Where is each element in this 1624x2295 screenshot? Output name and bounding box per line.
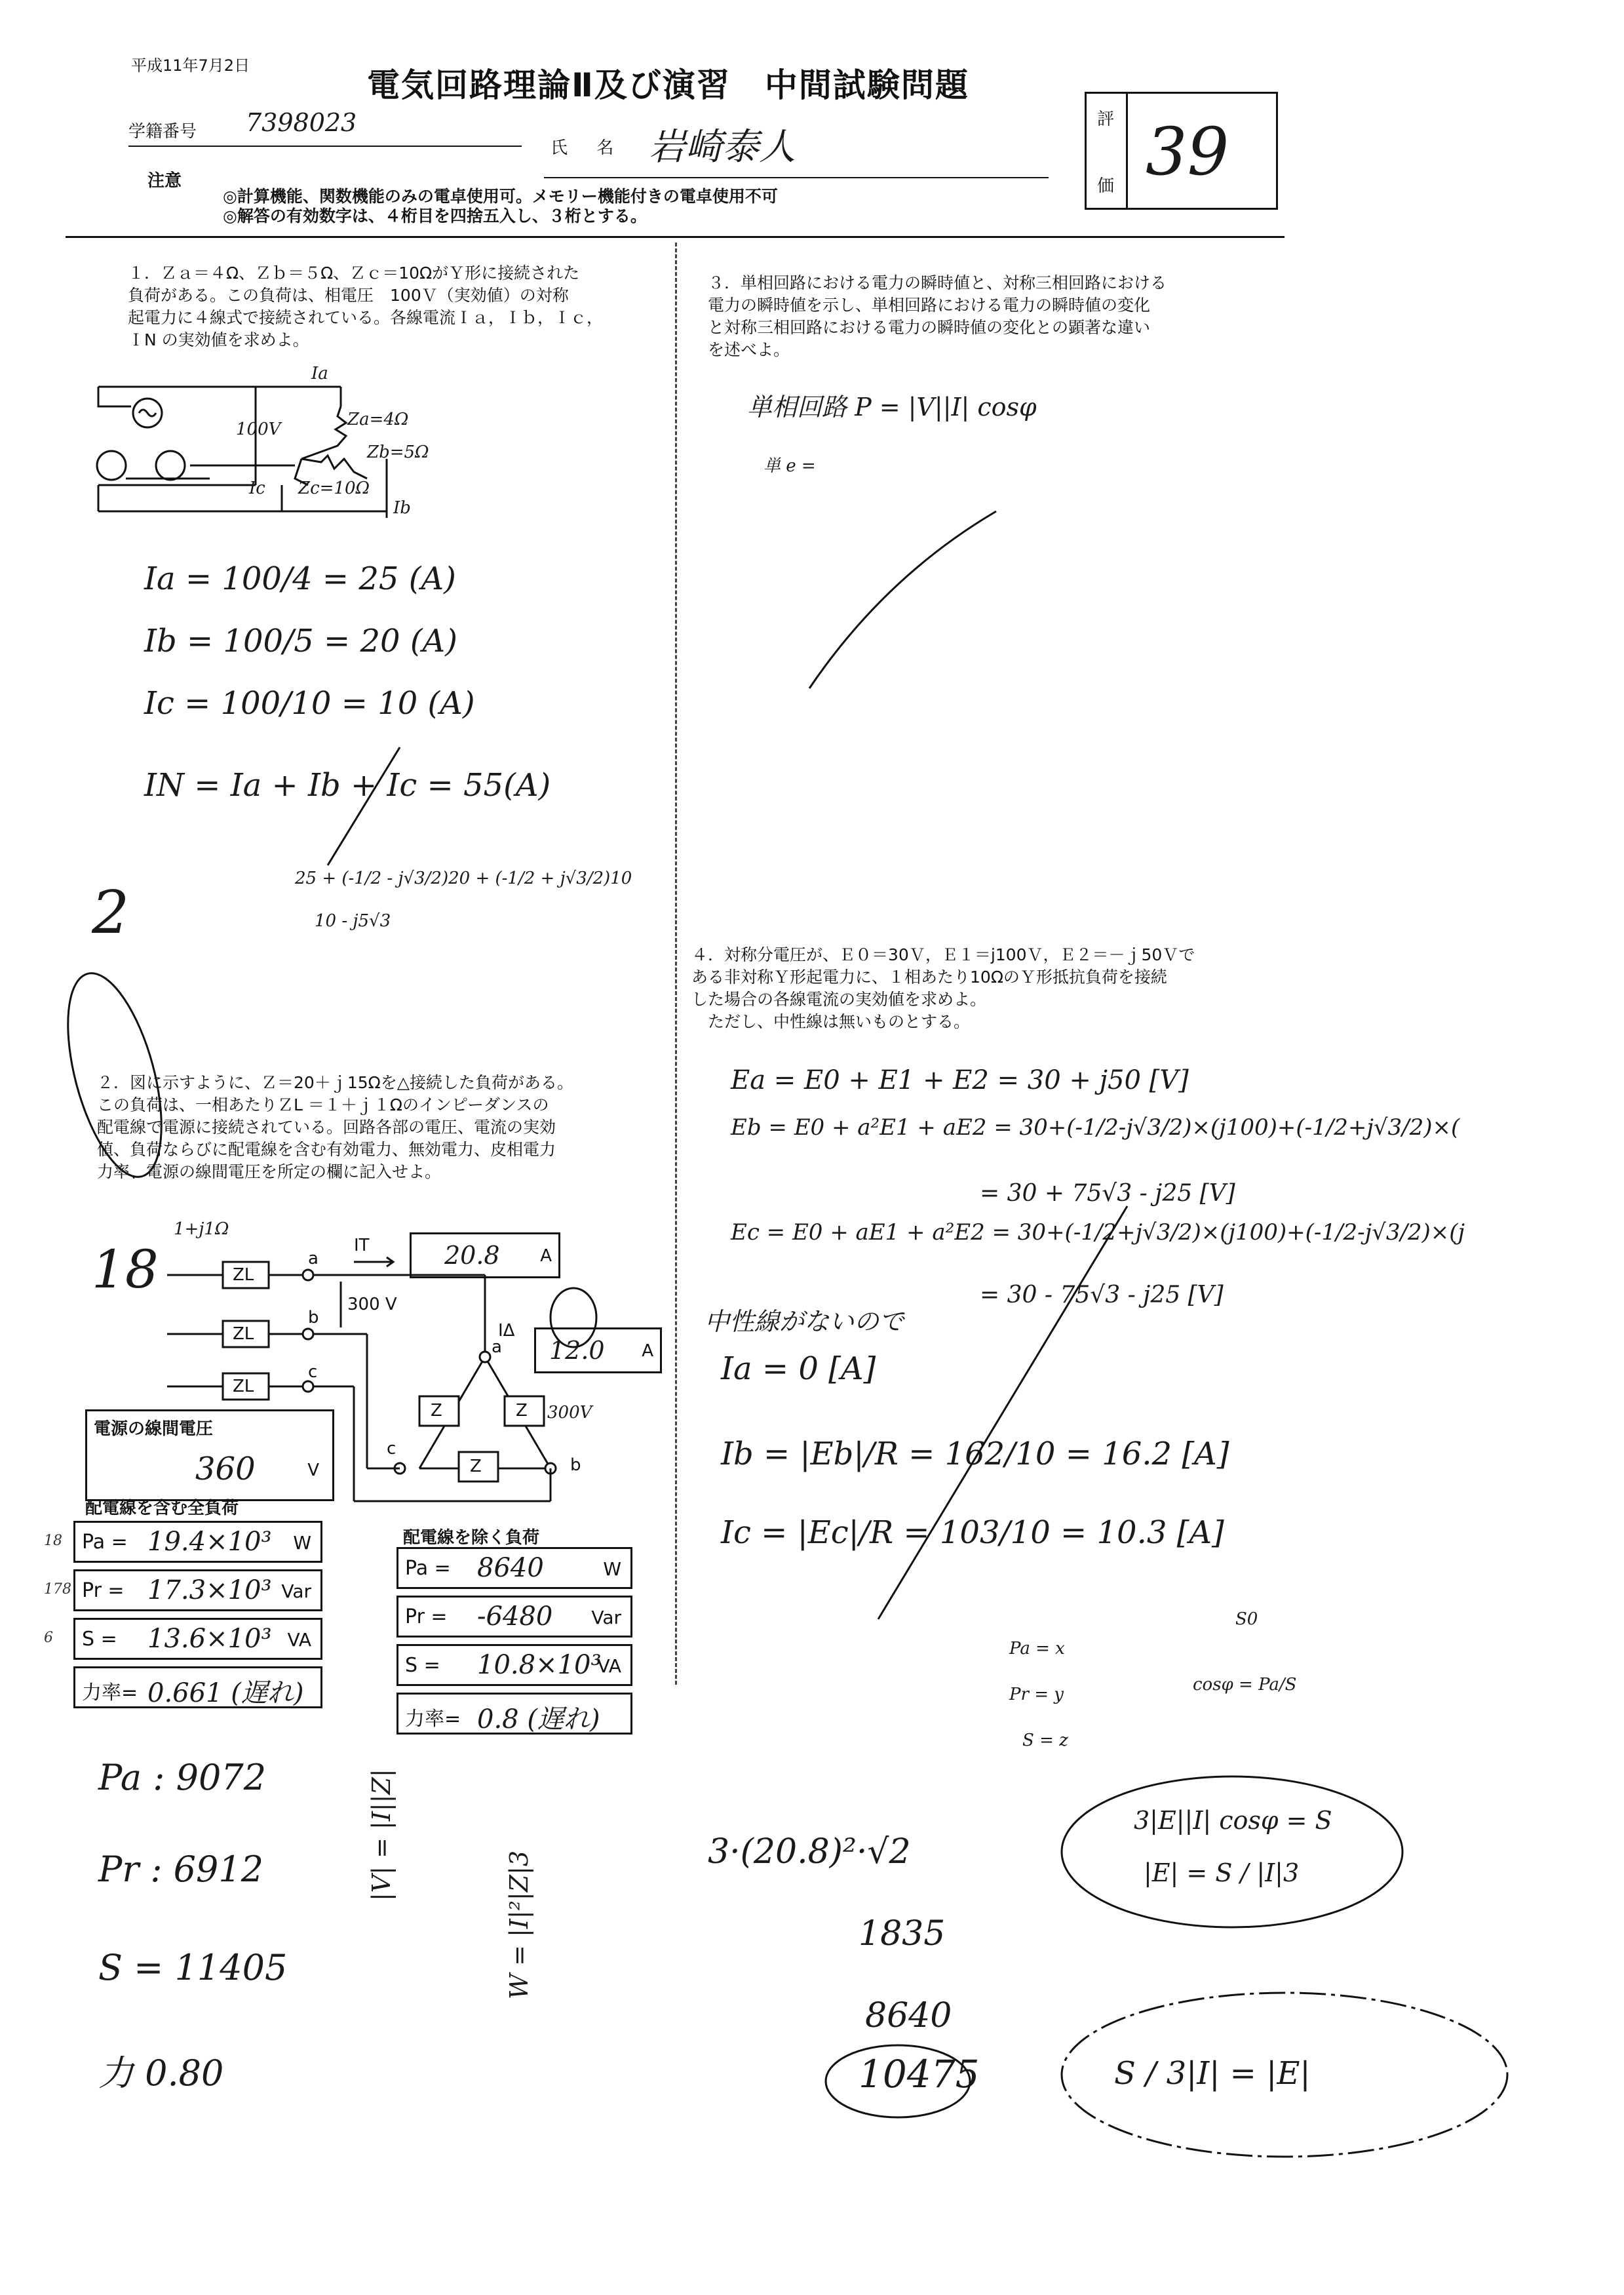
- q2-fig-id: IΔ: [498, 1321, 515, 1341]
- q3-answer-1: 単相回路 P = |V||I| cosφ: [747, 393, 1037, 422]
- power-row-label: S =: [82, 1628, 117, 1651]
- q1-mark: 2: [92, 878, 130, 947]
- q2-fig-zl-3: ZL: [233, 1377, 254, 1396]
- q2-without-line-label: 配電線を除く負荷: [403, 1528, 540, 1548]
- q2-it-unit: A: [540, 1246, 552, 1266]
- q2-fig-300v: 300 V: [347, 1295, 397, 1314]
- q2-id-value: 12.0: [549, 1336, 605, 1365]
- q4-ic: Ic = |Ec|/R = 103/10 = 10.3 [A]: [721, 1514, 1224, 1551]
- q2-fig-delta-b: b: [570, 1455, 581, 1475]
- power-row-value: 0.8 (遅れ): [477, 1704, 600, 1735]
- q2-source-value: 360: [195, 1451, 256, 1487]
- q2-fig-delta-c: c: [387, 1439, 396, 1459]
- power-row-margin-note: 6: [44, 1630, 53, 1646]
- q4-ib: Ib = |Eb|/R = 162/10 = 16.2 [A]: [721, 1436, 1229, 1472]
- power-row-unit: VA: [287, 1629, 311, 1651]
- note-1: ◎計算機能、関数機能のみの電卓使用可。メモリー機能付きの電卓使用不可: [223, 187, 778, 206]
- q1-answer-c: Ic = 100/10 = 10 (A): [144, 685, 475, 722]
- q1-fig-ib: Ib: [393, 498, 411, 518]
- power-row-label: 力率=: [405, 1708, 461, 1731]
- scratch-right-1: 3|E||I| cosφ = S: [1134, 1806, 1332, 1835]
- note-2: ◎解答の有効数字は、４桁目を四捨五入し、３桁とする。: [223, 206, 647, 226]
- q2-mark: 18: [92, 1239, 159, 1300]
- scratch-calc-3: 8640: [865, 1996, 952, 2035]
- q1-fig-ic: Ic: [249, 479, 265, 498]
- power-row-unit: W: [603, 1558, 621, 1580]
- student-name: 岩崎泰人: [649, 126, 796, 168]
- notes-label: 注意: [147, 171, 182, 191]
- q1-fig-zb: Zb=5Ω: [367, 442, 429, 462]
- q4-eq-c2: = 30 - 75√3 - j25 [V]: [980, 1282, 1224, 1308]
- power-row-margin-note: 178: [44, 1581, 71, 1598]
- q2-fig-z-3: Z: [470, 1457, 482, 1476]
- scratch-vert-2: W = |I|²|Z|3: [505, 1850, 533, 1999]
- scratch-right-2: |E| = S / |I|3: [1144, 1858, 1300, 1887]
- q2-fig-b: b: [308, 1308, 319, 1327]
- scratch-bottom-pf: 力 0.80: [98, 2052, 224, 2094]
- q1-fig-za: Za=4Ω: [347, 410, 409, 429]
- power-row-label: S =: [405, 1654, 440, 1677]
- scratch-bottom-pa: Pa : 9072: [98, 1757, 267, 1798]
- q2-fig-zl-1: ZL: [233, 1265, 254, 1285]
- scratch-bottom-s: S = 11405: [98, 1947, 288, 1988]
- q1-scratch-1: 25 + (-1/2 - j√3/2)20 + (-1/2 + j√3/2)10: [295, 869, 632, 888]
- q2-source-unit: V: [307, 1461, 319, 1480]
- q4-eq-b2: = 30 + 75√3 - j25 [V]: [980, 1180, 1235, 1207]
- score: 39: [1146, 113, 1229, 190]
- power-row-unit: Var: [591, 1607, 621, 1628]
- q4-neutral: 中性線がないので: [705, 1307, 904, 1336]
- scratch-calc-4: 10475: [859, 2052, 980, 2096]
- power-row-unit: W: [293, 1532, 311, 1554]
- q3-text: ３．単相回路における電力の瞬時値と、対称三相回路における 電力の瞬時値を示し、単相回路における電力の瞬時値の変化 と対称三相回路における電力の瞬時値の変化との顕著な違い を述べよ。: [708, 273, 1167, 359]
- student-number-label: 学籍番号: [128, 122, 197, 142]
- q1-fig-voltage: 100V: [236, 420, 281, 439]
- scratch-pa-x: Pa = x: [1009, 1639, 1065, 1658]
- q2-fig-z-2: Z: [516, 1401, 528, 1421]
- scratch-calc-2: 1835: [859, 1914, 946, 1953]
- q4-text: ４．対称分電圧が、Ｅ０＝30Ｖ，Ｅ１＝j100Ｖ，Ｅ２＝－ｊ50Ｖで ある非対称Ｙ形起電力に、１相あたり10ΩのＹ形抵抗負荷を接続 した場合の各線電流の実効値を求めよ。 ただし、中性線は無いものとする。: [691, 945, 1195, 1031]
- q1-answer-a: Ia = 100/4 = 25 (A): [144, 560, 456, 597]
- q4-eq-b: Eb = E0 + a²E1 + aE2 = 30+(-1/2-j√3/2)×(j100)+(-1/2+j√3/2)×(: [731, 1114, 1460, 1141]
- power-row-label: Pr =: [405, 1605, 448, 1628]
- student-number: 7398023: [246, 108, 357, 137]
- scratch-s-z: S = z: [1022, 1731, 1068, 1750]
- scratch-calc-1: 3·(20.8)²·√2: [708, 1832, 911, 1872]
- q4-ia: Ia = 0 [A]: [721, 1350, 876, 1387]
- scratch-pr-y: Pr = y: [1009, 1685, 1064, 1704]
- q2-fig-c: c: [308, 1362, 318, 1382]
- power-row-label: Pa =: [82, 1531, 128, 1554]
- q2-fig-delta-a: a: [492, 1337, 502, 1357]
- power-row-value: 10.8×10³: [477, 1650, 602, 1680]
- power-row-value: 13.6×10³: [147, 1624, 272, 1654]
- q1-fig-zc: Zc=10Ω: [298, 479, 370, 498]
- scratch-vert-1: |V| = |I||Z|: [367, 1769, 396, 1901]
- power-row-value: 17.3×10³: [147, 1575, 272, 1605]
- scratch-s-small: S0: [1235, 1609, 1258, 1629]
- power-row-value: -6480: [477, 1601, 553, 1632]
- power-row-label: Pa =: [405, 1557, 451, 1580]
- name-label: 氏 名: [551, 138, 626, 158]
- power-row-value: 19.4×10³: [147, 1527, 272, 1557]
- q2-with-line-label: 配電線を含む全負荷: [85, 1499, 239, 1518]
- power-row-value: 0.661 (遅れ): [147, 1678, 304, 1708]
- q1-answer-n: IN = Ia + Ib + Ic = 55(A): [144, 767, 551, 804]
- grade-label-2: 価: [1097, 176, 1115, 196]
- q2-id-unit: A: [642, 1341, 653, 1361]
- q4-eq-a: Ea = E0 + E1 + E2 = 30 + j50 [V]: [731, 1065, 1189, 1095]
- q1-fig-ia: Ia: [311, 364, 328, 383]
- grade-label-1: 評: [1097, 109, 1115, 129]
- q1-scratch-2: 10 - j5√3: [315, 911, 391, 931]
- scratch-right-3: S / 3|I| = |E|: [1114, 2055, 1311, 2092]
- q2-it-value: 20.8: [444, 1241, 500, 1270]
- power-row-unit: Var: [281, 1580, 311, 1602]
- q1-answer-b: Ib = 100/5 = 20 (A): [144, 623, 457, 659]
- q2-source-label: 電源の線間電圧: [94, 1419, 214, 1439]
- power-row-margin-note: 18: [44, 1533, 62, 1549]
- q4-eq-c: Ec = E0 + aE1 + a²E2 = 30+(-1/2+j√3/2)×(j100)+(-1/2-j√3/2)×(j: [731, 1219, 1465, 1246]
- exam-title: 電気回路理論Ⅱ及び演習 中間試験問題: [367, 66, 969, 104]
- power-row-label: Pr =: [82, 1579, 125, 1602]
- q3-answer-2: 単 e =: [764, 456, 816, 476]
- scratch-bottom-pr: Pr : 6912: [98, 1849, 264, 1890]
- q2-fig-a: a: [308, 1249, 319, 1268]
- q2-fig-z-1: Z: [431, 1401, 442, 1421]
- q2-text: ２．図に示すように、Ｚ＝20＋ｊ15Ωを△接続した負荷がある。 この負荷は、一相あたりＺL ＝１＋ｊ１Ωのインピーダンスの 配電線で電源に接続されている。回路各部の電圧、電流の実効 値、負荷ならびに配電線を含む有効電力、無効電力、皮相電力 力率、電源の線間電圧を所定の欄に記入せよ。: [97, 1073, 573, 1181]
- power-row-label: 力率=: [82, 1681, 138, 1704]
- q2-fig-zl-2: ZL: [233, 1324, 254, 1344]
- q2-fig-it: IT: [354, 1236, 370, 1255]
- q2-fig-300v-note: 300V: [547, 1403, 592, 1422]
- q2-fig-zl-note: 1+j1Ω: [174, 1219, 229, 1239]
- exam-date: 平成11年7月2日: [131, 56, 250, 75]
- q1-text: １．Ｚａ＝４Ω、Ｚｂ＝５Ω、Ｚｃ＝10ΩがＹ形に接続された 負荷がある。この負荷は、相電圧 100Ｖ（実効値）の対称 起電力に４線式で接続されている。各線電流Ｉａ，Ｉｂ，Ｉｃ， ＩN の実効値を求めよ。: [128, 264, 604, 349]
- power-row-unit: VA: [597, 1655, 621, 1677]
- power-row-value: 8640: [477, 1553, 544, 1583]
- scratch-cos: cosφ = Pa/S: [1193, 1675, 1297, 1695]
